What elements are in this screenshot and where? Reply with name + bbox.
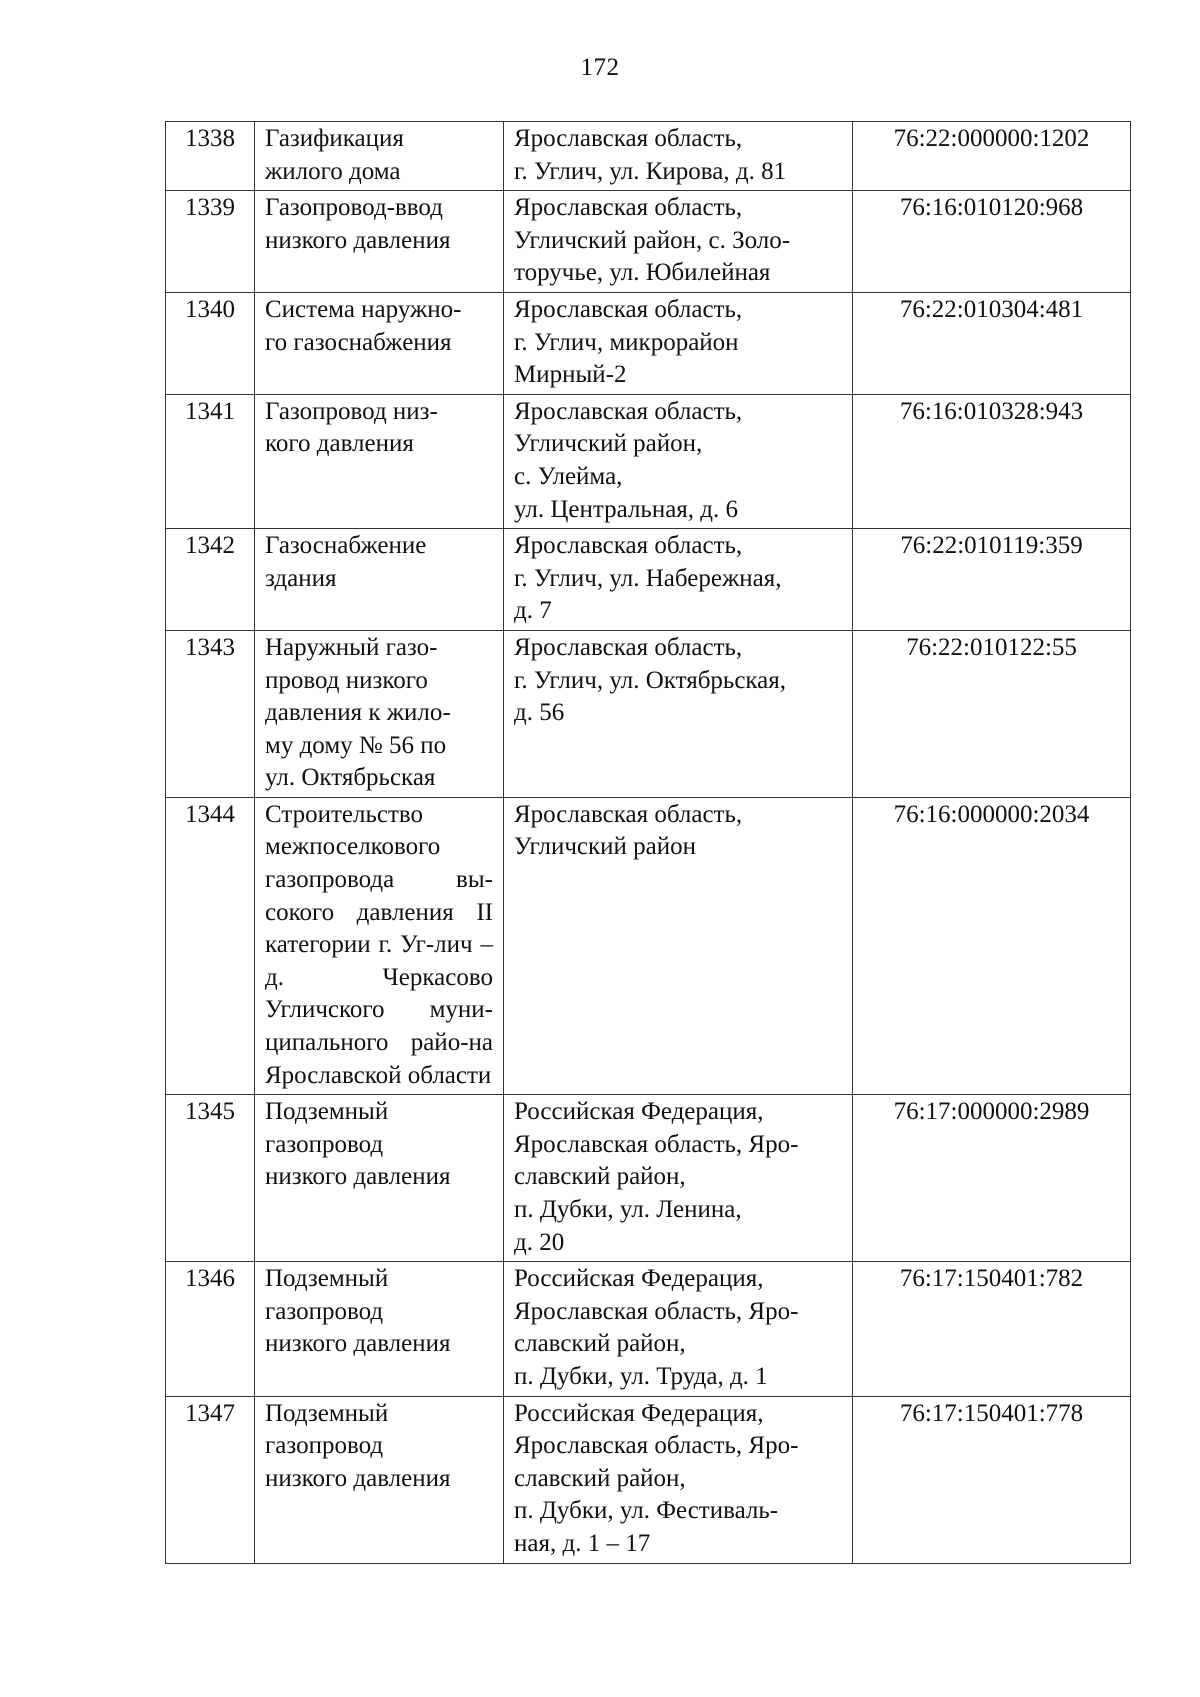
cadastral-number: 76:16:010120:968	[853, 191, 1131, 293]
row-number: 1341	[166, 394, 255, 528]
registry-table	[165, 121, 1131, 1564]
row-number: 1342	[166, 529, 255, 631]
row-number: 1343	[166, 630, 255, 797]
table-row	[166, 1095, 1131, 1262]
object-name: Подземный газопровод низкого давления	[255, 1095, 504, 1262]
object-address: Ярославская область, Угличский район	[504, 797, 853, 1094]
object-name: Газификация жилого дома	[255, 122, 504, 191]
row-number: 1347	[166, 1396, 255, 1563]
cadastral-number: 76:17:150401:778	[853, 1396, 1131, 1563]
row-number: 1339	[166, 191, 255, 293]
object-name: Подземный газопровод низкого давления	[255, 1262, 504, 1396]
page-number: 172	[580, 54, 620, 81]
object-address: Российская Федерация, Ярославская область, Яро- славский район, п. Дубки, ул. Труда, д. 1	[504, 1262, 853, 1396]
cadastral-number: 76:16:000000:2034	[853, 797, 1131, 1094]
object-name: Подземный газопровод низкого давления	[255, 1396, 504, 1563]
cadastral-number: 76:17:150401:782	[853, 1262, 1131, 1396]
object-name: Система наружно- го газоснабжения	[255, 292, 504, 394]
row-number: 1340	[166, 292, 255, 394]
object-address: Российская Федерация, Ярославская область, Яро- славский район, п. Дубки, ул. Ленина, д. 20	[504, 1095, 853, 1262]
row-number: 1346	[166, 1262, 255, 1396]
object-address: Ярославская область, Угличский район, с. Улейма, ул. Центральная, д. 6	[504, 394, 853, 528]
table-row	[166, 529, 1131, 631]
table-row	[166, 1396, 1131, 1563]
cadastral-number: 76:17:000000:2989	[853, 1095, 1131, 1262]
row-number: 1345	[166, 1095, 255, 1262]
object-address: Ярославская область, г. Углич, микрорайон Мирный-2	[504, 292, 853, 394]
object-address: Российская Федерация, Ярославская область, Яро- славский район, п. Дубки, ул. Фестиваль- ная, д. 1 – 17	[504, 1396, 853, 1563]
object-name: Наружный газо- провод низкого давления к жило- му дому № 56 по ул. Октябрьская	[255, 630, 504, 797]
row-number: 1344	[166, 797, 255, 1094]
object-address: Ярославская область, Угличский район, с. Золо- торучье, ул. Юбилейная	[504, 191, 853, 293]
cadastral-number: 76:16:010328:943	[853, 394, 1131, 528]
table-row	[166, 394, 1131, 528]
table-row	[166, 630, 1131, 797]
object-name: Газопровод низ- кого давления	[255, 394, 504, 528]
table-row	[166, 797, 1131, 1094]
table-row	[166, 191, 1131, 293]
table-row	[166, 1262, 1131, 1396]
cadastral-number: 76:22:010122:55	[853, 630, 1131, 797]
cadastral-number: 76:22:000000:1202	[853, 122, 1131, 191]
cadastral-number: 76:22:010304:481	[853, 292, 1131, 394]
cadastral-number: 76:22:010119:359	[853, 529, 1131, 631]
object-address: Ярославская область, г. Углич, ул. Кирова, д. 81	[504, 122, 853, 191]
table-row	[166, 122, 1131, 191]
object-name: Газоснабжение здания	[255, 529, 504, 631]
table-row	[166, 292, 1131, 394]
object-name: Газопровод-ввод низкого давления	[255, 191, 504, 293]
object-address: Ярославская область, г. Углич, ул. Набережная, д. 7	[504, 529, 853, 631]
object-address: Ярославская область, г. Углич, ул. Октябрьская, д. 56	[504, 630, 853, 797]
object-name: Строительство межпоселкового газопровода вы-сокого давления II категории г. Уг-лич – д. Черкасово Угличского муни-ципального райо-на Ярославской области	[255, 797, 504, 1094]
row-number: 1338	[166, 122, 255, 191]
